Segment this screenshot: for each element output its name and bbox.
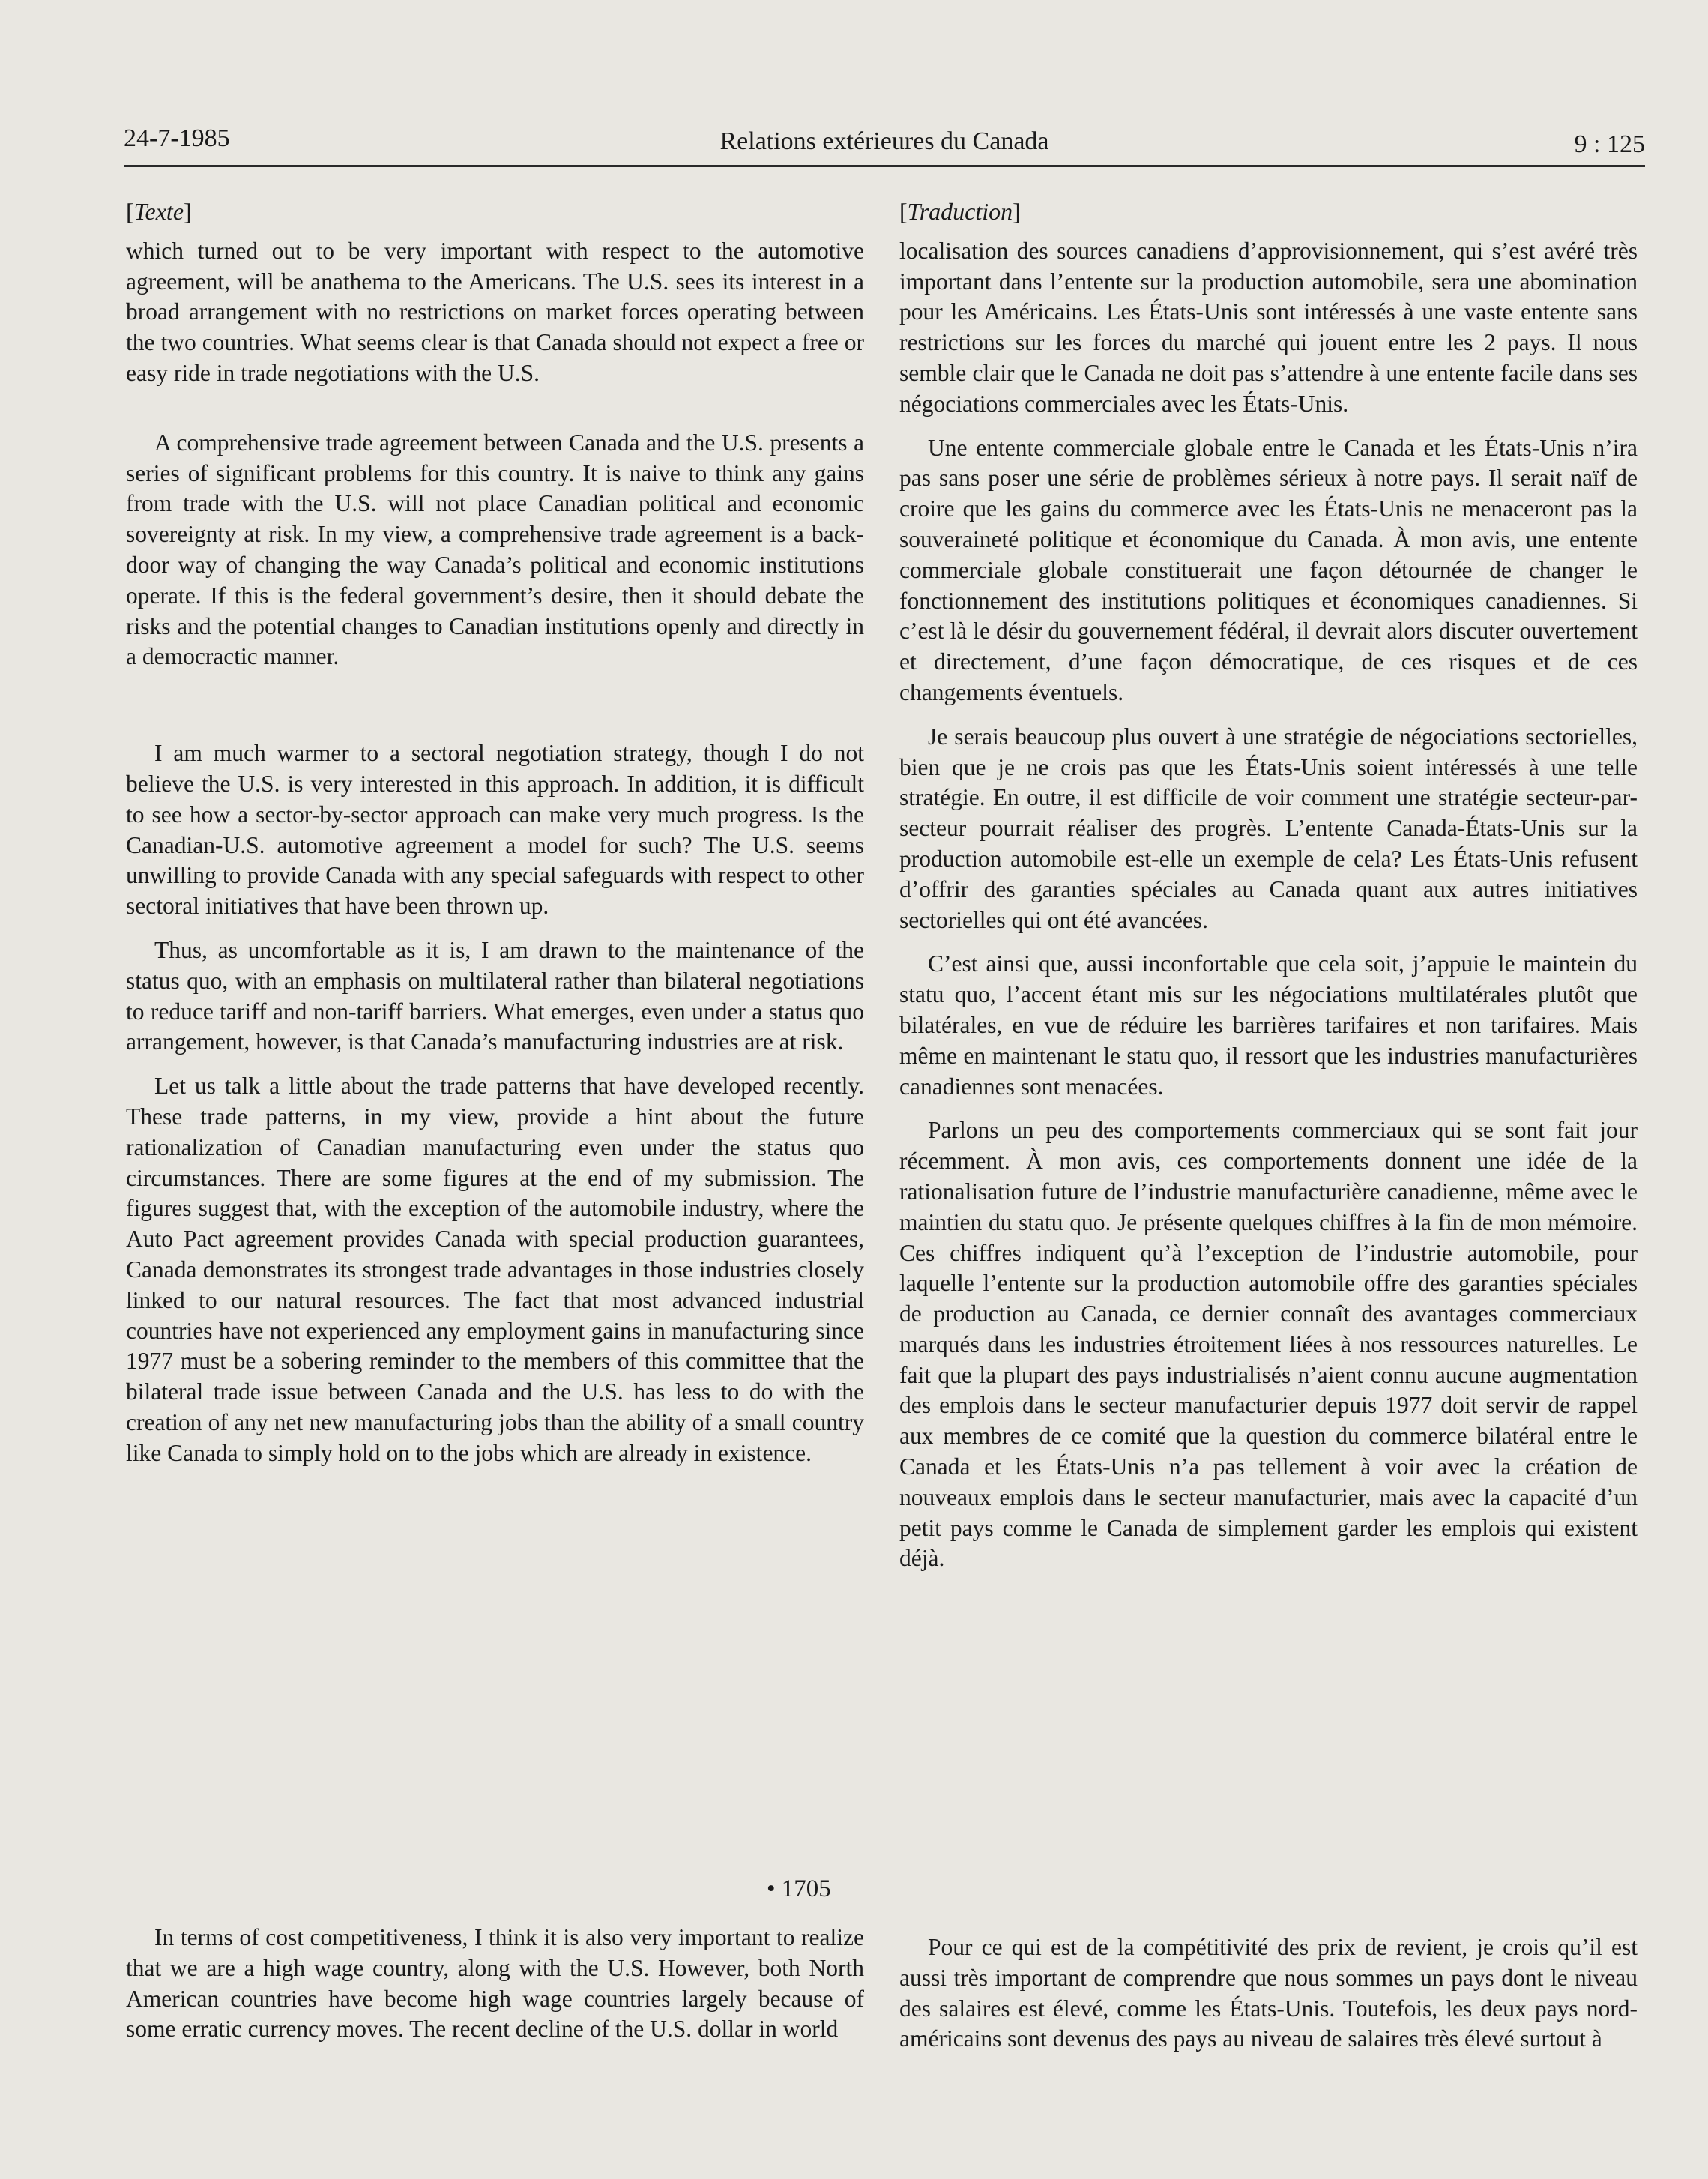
english-paragraph-1: which turned out to be very important with respect to the automotive agreement, will be anathema to the Americans. The U.S. sees its interest in a broad arrangement with no restrictions on market forces operating between the two countries. What seems clear is that Canada should not expect a free or easy ride in trade negotiations with the U.S. [126, 237, 864, 386]
french-paragraph-2: Une entente commerciale globale entre le Canada et les États-Unis n’ira pas sans poser une série de problèmes sérieux à notre pays. Il serait naïf de croire que les gains du commerce avec les États-Unis ne menaceront pas la souveraineté politique et économique du Canada. À mon avis, une entente commerciale globale constituerait une façon détournée de changer le fonctionnement des institutions politiques et économiques canadiennes. Si c’est là le désir du gouvernement fédéral, il devrait alors discuter ouvertement et directement, d’une façon démocratique, de ces risques et de ces changements éventuels. [899, 434, 1638, 705]
english-paragraph-2: A comprehensive trade agreement between Canada and the U.S. presents a series of significant problems for this country. It is naive to think any gains from trade with the U.S. will not place Canadian political and economic sovereignty at risk. In my view, a comprehensive trade agreement is a back-door way of changing the way Canada’s political and economic institutions operate. If this is the federal government’s desire, then it should debate the risks and the potential changes to Canadian institutions openly and directly in a democractic manner. [126, 429, 864, 670]
page-header [124, 120, 1645, 167]
english-paragraph-6: In terms of cost competitiveness, I think it is also very important to realize that we are a high wage country, along with the U.S. However, both North American countries have become high wage countries largely because of some erratic currency moves. The recent decline of the U.S. dollar in world [126, 1924, 864, 2043]
english-column [126, 196, 864, 1468]
header-page-number: 9 : 125 [1574, 130, 1645, 158]
english-column-label: [Texte] [126, 198, 192, 225]
french-paragraph-1: localisation des sources canadiens d’approvisionnement, qui s’est avéré très important dans l’entente sur la production automobile, sera une abomination pour les Américains. Les États-Unis sont intéressés à une vaste entente sans restrictions sur les forces du marché qui jouent entre les 2 pays. Il nous semble clair que le Canada ne doit pas s’attendre à une entente facile dans ses négociations commerciales avec les États-Unis. [899, 237, 1638, 417]
french-column [899, 196, 1638, 1574]
english-paragraph-3: I am much warmer to a sectoral negotiation strategy, though I do not believe the U.S. is very interested in this approach. In addition, it is difficult to see how a sector-by-sector approach can make very much progress. Is the Canadian-U.S. automotive agreement a model for such? The U.S. seems unwilling to provide Canada with any special safeguards with respect to other sectoral initiatives that have been thrown up. [126, 740, 864, 920]
french-paragraph-4: C’est ainsi que, aussi inconfortable que cela soit, j’appuie le maintein du statu quo, l’accent étant mis sur les négociations multilatérales plutôt que bilatérales, en vue de réduire les barrières tarifaires et non tarifaires. Mais même en maintenant le statu quo, il ressort que les industries manufacturières canadiennes sont menacées. [899, 950, 1638, 1100]
french-column-continued [899, 1932, 1638, 2055]
french-paragraph-6: Pour ce qui est de la compétitivité des prix de revient, je crois qu’il est aussi très important de comprendre que nous sommes un pays dont le niveau des salaires est élevé, comme les États-Unis. Toutefois, les deux pays nord-américains sont devenus des pays au niveau de salaires très élevé surtout à [899, 1934, 1638, 2052]
english-paragraph-5: Let us talk a little about the trade patterns that have developed recently. These trade patterns, in my view, provide a hint about the future rationalization of Canadian manufacturing even under the status quo circumstances. There are some figures at the end of my submission. The figures suggest that, with the exception of the automobile industry, where the Auto Pact agreement provides Canada with special production guarantees, Canada demonstrates its strongest trade advantages in those industries closely linked to our natural resources. The fact that most advanced industrial countries have not experienced any employment gains in manufacturing since 1977 must be a sobering reminder to the members of this committee that the bilateral trade issue between Canada and the U.S. has less to do with the creation of any net new manufacturing jobs than the ability of a small country like Canada to simply hold on to the jobs which are already in existence. [126, 1073, 864, 1466]
french-paragraph-5: Parlons un peu des comportements commerciaux qui se sont fait jour récemment. À mon avis, ces comportements donnent une idée de la rationalisation future de l’industrie manufacturière canadienne, même avec le maintien du statu quo. Je présente quelques chiffres à la fin de mon mémoire. Ces chiffres indiquent qu’à l’exception de l’industrie automobile, pour laquelle l’entente sur la production automobile offre des garanties spéciales de production au Canada, ce dernier connaît des avantages commerciaux marqués dans les industries étroitement liées à nos ressources naturelles. Le fait que la plupart des pays industrialisés n’aient connu aucune augmentation des emplois dans le secteur manufacturier depuis 1977 doit servir de rappel aux membres de ce comité que la question du commerce bilatéral entre le Canada et les États-Unis n’a pas tellement à voir avec la création de nouveaux emplois dans le secteur manufacturier, mais avec la capacité d’un petit pays comme le Canada de simplement garder les emplois qui existent déjà. [899, 1117, 1638, 1572]
french-column-label: [Traduction] [899, 198, 1021, 225]
english-paragraph-4: Thus, as uncomfortable as it is, I am drawn to the maintenance of the status quo, with an emphasis on multilateral rather than bilateral negotiations to reduce tariff and non-tariff barriers. What emerges, even under a status quo arrangement, however, is that Canada’s manufacturing industries are at risk. [126, 936, 864, 1055]
time-marker: • 1705 [767, 1875, 831, 1902]
english-column-continued [126, 1923, 864, 2045]
french-paragraph-3: Je serais beaucoup plus ouvert à une stratégie de négociations sectorielles, bien que je ne crois pas que les États-Unis soient intéressés à une telle stratégie. En outre, il est difficile de voir comment une stratégie secteur-par-secteur pourrait réaliser des progrès. L’entente Canada-États-Unis sur la production automobile est-elle un exemple de cela? Les États-Unis refusent d’offrir des garanties spéciales au Canada quant aux autres initiatives sectorielles qui ont été avancées. [899, 723, 1638, 933]
header-date: 24-7-1985 [124, 124, 230, 152]
header-title: Relations extérieures du Canada [719, 127, 1049, 155]
